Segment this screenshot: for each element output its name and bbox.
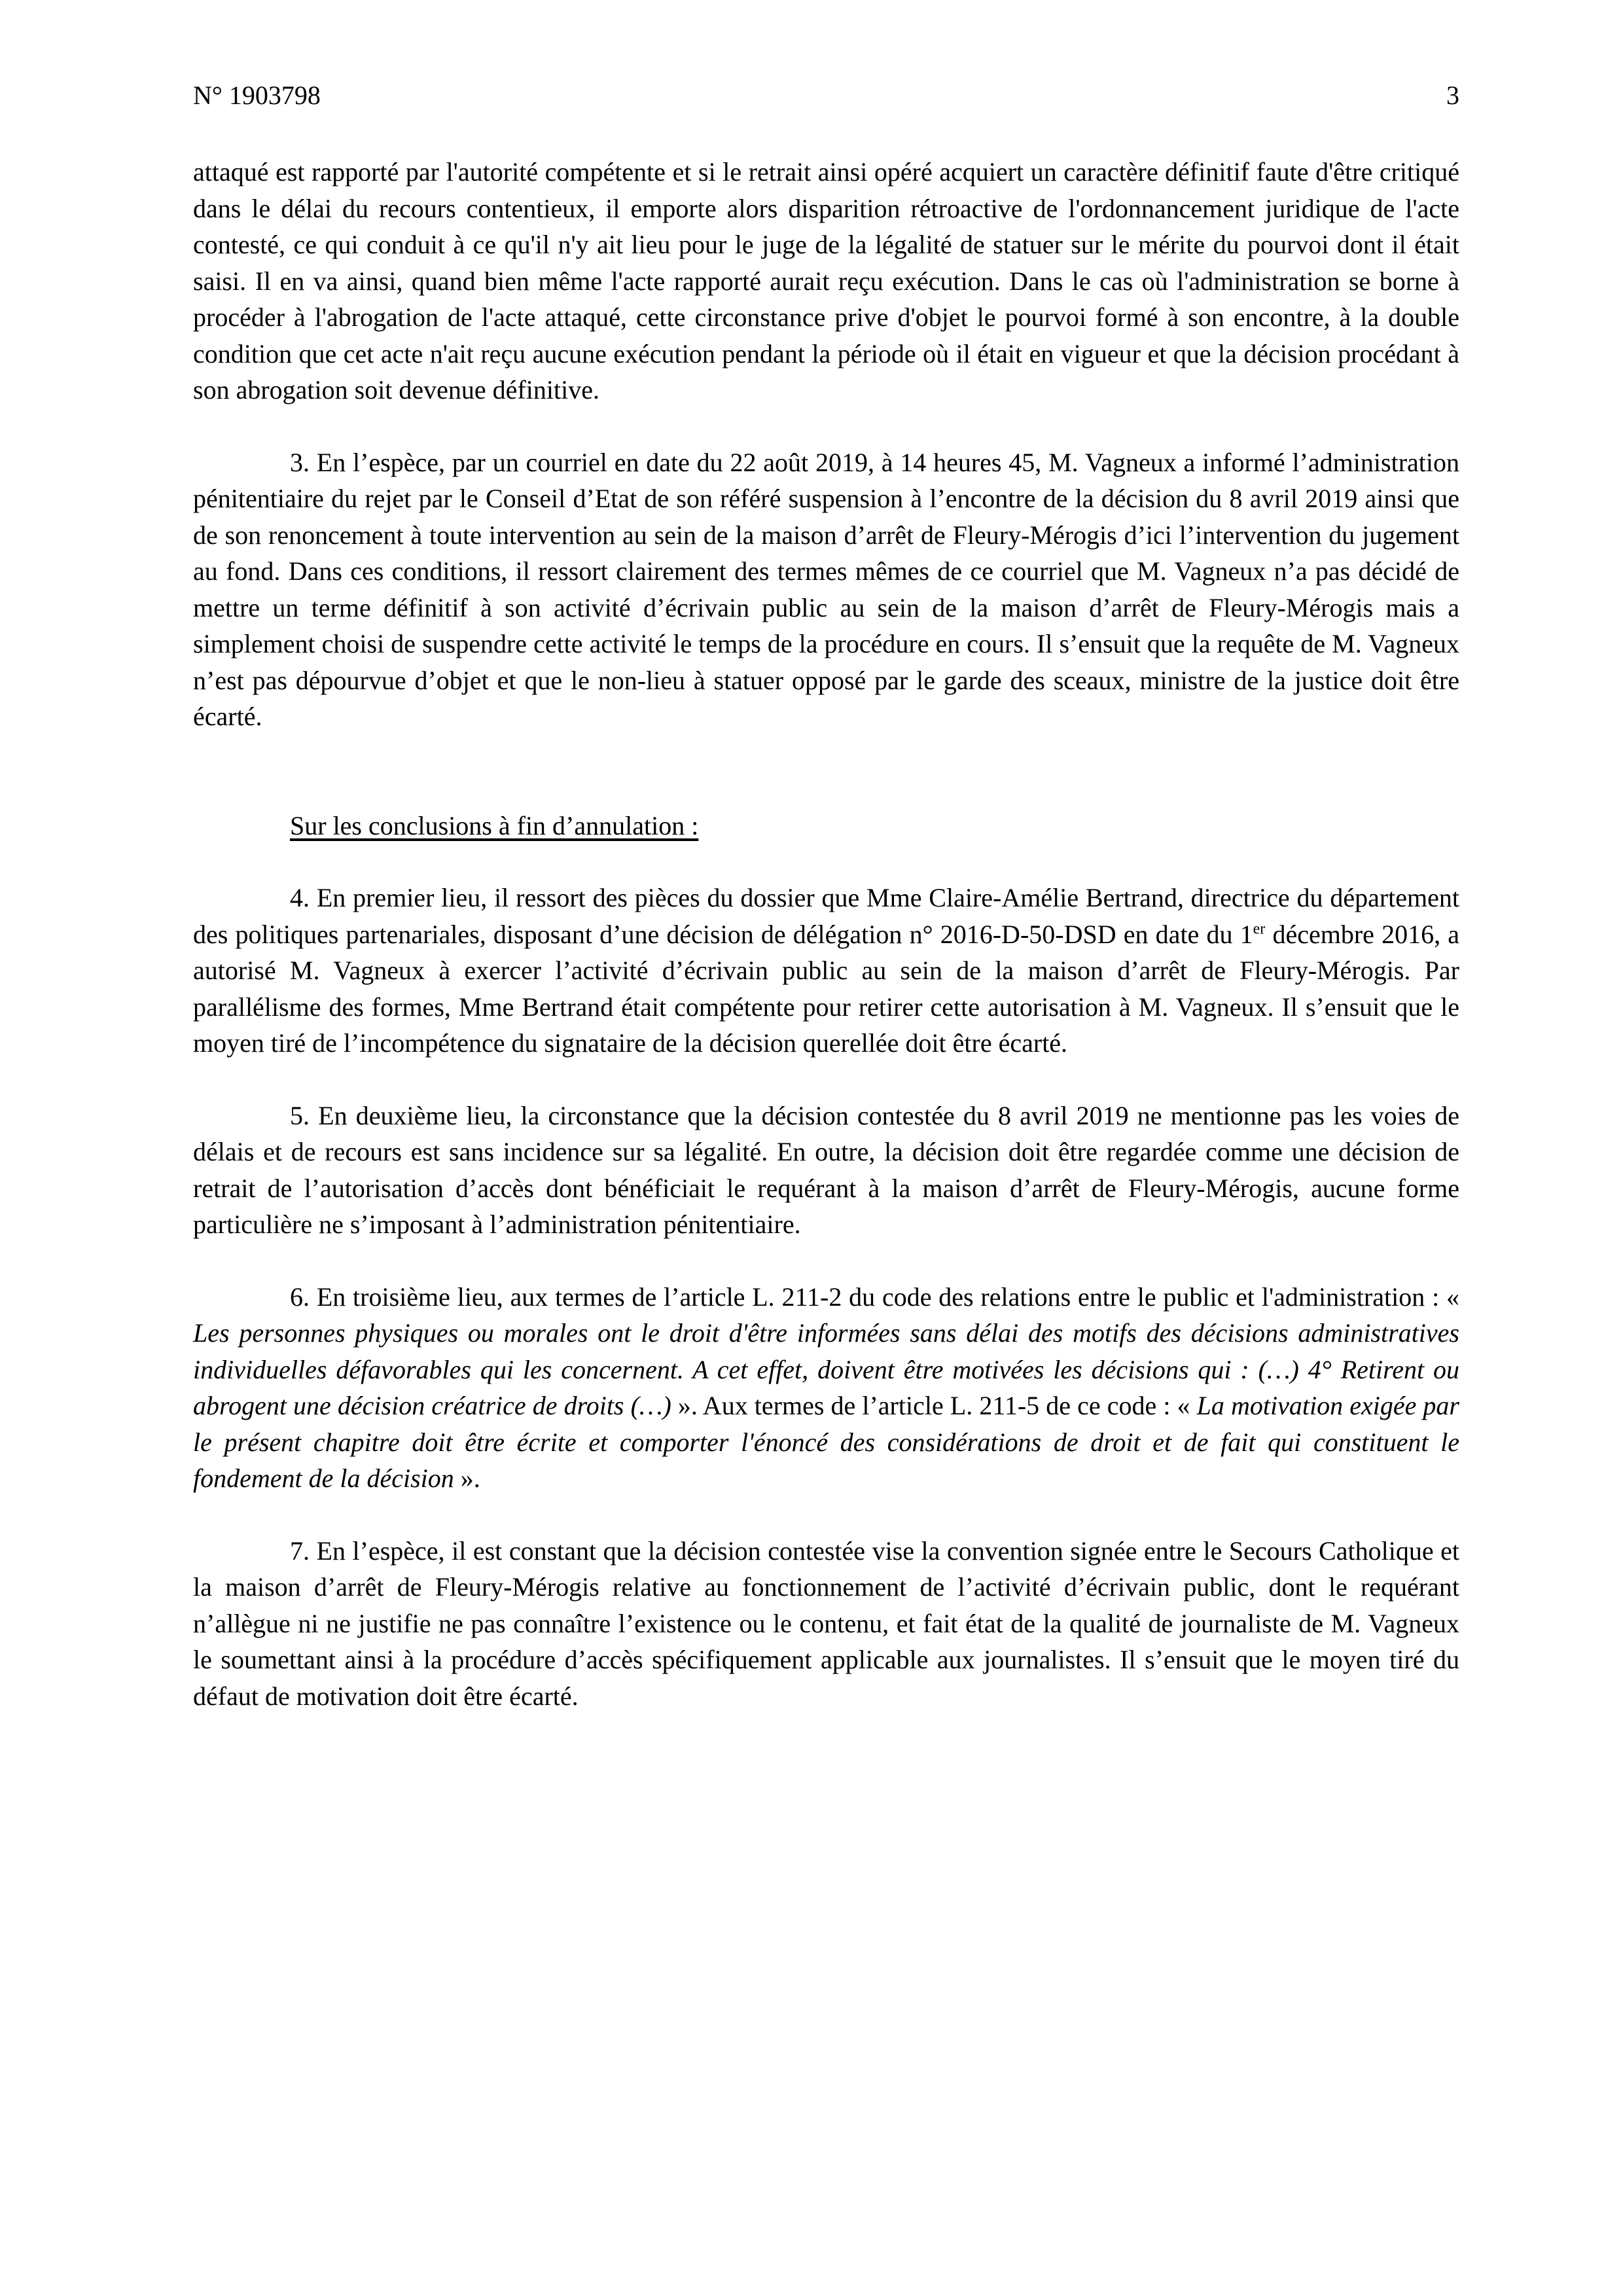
paragraph-7: 7. En l’espèce, il est constant que la décision contestée vise la convention signée entre le Secours Catholique et la maison d’arrêt de Fleury-Mérogis relative au fonctionnement de l’activité d’écrivain public, dont le requérant n’allègue ni ne justifie ne pas connaître l’existence ou le contenu, et fait état de la qualité de journaliste de M. Vagneux le soumettant ainsi à la procédure d’accès spécifiquement applicable aux journalistes. Il s’ensuit que le moyen tiré du défaut de motivation doit être écarté. [193, 1535, 1459, 1711]
document-body [193, 154, 1459, 1714]
ordinal-superscript: er [1253, 920, 1266, 938]
quote-article-l211-2: Les personnes physiques ou morales ont le droit d'être informées sans délai des motifs des décisions administratives individuelles défavorables qui les concernent. A cet effet, doivent être motivées les décisions qui : (…) 4° Retirent ou abrogent une décision créatrice de droits (…) [193, 1318, 1459, 1420]
quote-article-l211-5: La motivation exigée par le présent chapitre doit être écrite et comporter l'énoncé des considérations de droit et de fait qui constituent le fondement de la décision [193, 1391, 1460, 1493]
paragraph-4 [193, 880, 1459, 1062]
case-number: N° 1903798 [193, 81, 321, 110]
paragraph-5: 5. En deuxième lieu, la circonstance que la décision contestée du 8 avril 2019 ne mentionne pas les voies de délais et de recours est sans incidence sur sa légalité. En outre, la décision doit être regardée comme une décision de retrait de l’autorisation d’accès dont bénéficiait le requérant à la maison d’arrêt de Fleury-Mérogis, aucune forme particulière ne s’imposant à l’administration pénitentiaire. [193, 1100, 1459, 1239]
paragraph-6-intro: 6. En troisième lieu, aux termes de l’article L. 211-2 du code des relations entre le public et l'administration : « [290, 1282, 1459, 1312]
paragraph-4-text-b: décembre 2016, a autorisé M. Vagneux à exercer l’activité d’écrivain public au sein de la maison d’arrêt de Fleury-Mérogis. Par parallélisme des formes, Mme Bertrand était compétente pour retirer cette autorisation à M. Vagneux. Il s’ensuit que le moyen tiré de l’incompétence du signataire de la décision querellée doit être écarté. [193, 919, 1459, 1058]
paragraph-6 [193, 1279, 1459, 1497]
section-heading: Sur les conclusions à fin d’annulation : [290, 810, 699, 840]
paragraph-6-middle: ». Aux termes de l’article L. 211-5 de ce code : « [671, 1391, 1197, 1420]
paragraph-6-end: ». [454, 1463, 480, 1493]
page-number: 3 [1446, 81, 1459, 110]
paragraph-3: 3. En l’espèce, par un courriel en date du 22 août 2019, à 14 heures 45, M. Vagneux a informé l’administration pénitentiaire du rejet par le Conseil d’Etat de son référé suspension à l’encontre de la décision du 8 avril 2019 ainsi que de son renoncement à toute intervention au sein de la maison d’arrêt de Fleury-Mérogis d’ici l’intervention du jugement au fond. Dans ces conditions, il ressort clairement des termes mêmes de ce courriel que M. Vagneux n’a pas décidé de mettre un terme définitif à son activité d’écrivain public au sein de la maison d’arrêt de Fleury-Mérogis mais a simplement choisi de suspendre cette activité le temps de la procédure en cours. Il s’ensuit que la requête de M. Vagneux n’est pas dépourvue d’objet et que le non-lieu à statuer opposé par le garde des sceaux, ministre de la justice doit être écarté. [193, 447, 1459, 731]
paragraph-4-text-a: 4. En premier lieu, il ressort des pièces du dossier que Mme Claire-Amélie Bertrand, directrice du département des politiques partenariales, disposant d’une décision de délégation n° 2016-D-50-DSD en date du 1 [193, 883, 1459, 949]
paragraph-continuation: attaqué est rapporté par l'autorité compétente et si le retrait ainsi opéré acquiert un caractère définitif faute d'être critiqué dans le délai du recours contentieux, il emporte alors disparition rétroactive de l'ordonnancement juridique de l'acte contesté, ce qui conduit à ce qu'il n'y ait lieu pour le juge de la légalité de statuer sur le mérite du pourvoi dont il était saisi. Il en va ainsi, quand bien même l'acte rapporté aurait reçu exécution. Dans le cas où l'administration se borne à procéder à l'abrogation de l'acte attaqué, cette circonstance prive d'objet le pourvoi formé à son encontre, à la double condition que cet acte n'ait reçu aucune exécution pendant la période où il était en vigueur et que la décision procédant à son abrogation soit devenue définitive. [193, 157, 1459, 404]
